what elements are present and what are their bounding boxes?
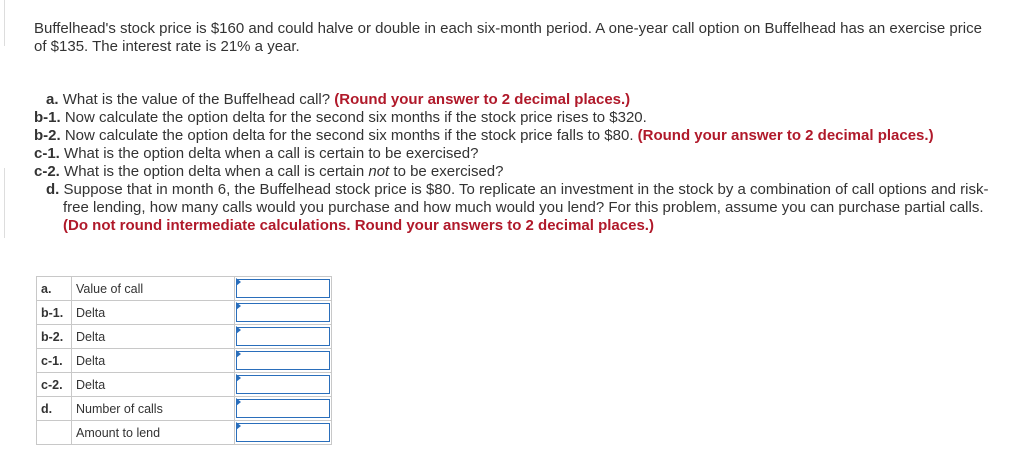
answer-cell — [235, 349, 332, 373]
input-flag-icon — [236, 278, 241, 286]
input-flag-icon — [236, 422, 241, 430]
row-description: Delta — [72, 325, 235, 349]
table-row — [37, 373, 332, 397]
row-description: Number of calls — [72, 397, 235, 421]
row-description: Value of call — [72, 277, 235, 301]
row-label: d. — [37, 397, 72, 421]
left-edge-mark — [0, 168, 5, 238]
question-label: d. — [46, 181, 60, 198]
answer-table — [36, 276, 332, 445]
answer-cell — [235, 325, 332, 349]
row-label: a. — [37, 277, 72, 301]
question-text: What is the option delta when a call is certain to be exercised? — [64, 145, 479, 162]
answer-cell — [235, 277, 332, 301]
question-text: Now calculate the option delta for the second six months if the stock price rises to $320. — [64, 109, 647, 126]
table-row — [37, 325, 332, 349]
answer-input-delta-b1[interactable] — [236, 303, 330, 322]
answer-cell — [235, 397, 332, 421]
question-c1 — [34, 145, 994, 163]
answer-input-value-of-call[interactable] — [236, 279, 330, 298]
rounding-note: (Round your answer to 2 decimal places.) — [334, 91, 631, 108]
row-description: Delta — [72, 301, 235, 325]
question-text: to be exercised? — [389, 163, 504, 180]
answer-cell — [235, 301, 332, 325]
left-edge-mark — [0, 0, 5, 46]
table-row — [37, 301, 332, 325]
question-text: Suppose that in month 6, the Buffelhead stock price is $80. To replicate an investment in the stock by a combination of call options and risk-free lending, how many calls would you purchase and how much would you lend? For this problem, assume you can purchase partial calls. — [63, 181, 989, 216]
question-list — [34, 91, 994, 235]
answer-input-delta-c2[interactable] — [236, 375, 330, 394]
row-label: b-1. — [37, 301, 72, 325]
table-row — [37, 421, 332, 445]
answer-input-number-of-calls[interactable] — [236, 399, 330, 418]
table-row — [37, 349, 332, 373]
answer-cell — [235, 421, 332, 445]
row-description: Amount to lend — [72, 421, 235, 445]
question-label: c-2. — [34, 163, 60, 180]
question-label: b-2. — [34, 127, 61, 144]
question-d — [46, 181, 994, 235]
answer-input-delta-c1[interactable] — [236, 351, 330, 370]
input-flag-icon — [236, 374, 241, 382]
row-label: b-2. — [37, 325, 72, 349]
question-label: b-1. — [34, 109, 61, 126]
rounding-note: (Do not round intermediate calculations. Round your answers to 2 decimal places.) — [63, 217, 654, 234]
question-text: What is the value of the Buffelhead call? — [62, 91, 331, 108]
question-a — [34, 91, 994, 109]
question-label: a. — [46, 91, 59, 108]
question-text: What is the option delta when a call is certain — [64, 163, 369, 180]
rounding-note: (Round your answer to 2 decimal places.) — [637, 127, 934, 144]
answer-input-delta-b2[interactable] — [236, 327, 330, 346]
row-label: c-2. — [37, 373, 72, 397]
row-label: c-1. — [37, 349, 72, 373]
table-row — [37, 397, 332, 421]
answer-input-amount-to-lend[interactable] — [236, 423, 330, 442]
question-text-emphasis: not — [368, 163, 390, 180]
input-flag-icon — [236, 326, 241, 334]
input-flag-icon — [236, 350, 241, 358]
row-description: Delta — [72, 349, 235, 373]
row-description: Delta — [72, 373, 235, 397]
row-label — [37, 421, 72, 445]
question-c2 — [34, 163, 994, 181]
input-flag-icon — [236, 302, 241, 310]
question-label: c-1. — [34, 145, 60, 162]
table-row — [37, 277, 332, 301]
question-b1 — [34, 109, 994, 127]
question-text: Now calculate the option delta for the second six months if the stock price falls to $80. — [64, 127, 634, 144]
input-flag-icon — [236, 398, 241, 406]
question-b2 — [34, 127, 994, 145]
problem-intro: Buffelhead's stock price is $160 and could halve or double in each six-month period. A one-year call option on Buffelhead has an exercise price of $135. The interest rate is 21% a year. — [34, 20, 982, 55]
answer-cell — [235, 373, 332, 397]
